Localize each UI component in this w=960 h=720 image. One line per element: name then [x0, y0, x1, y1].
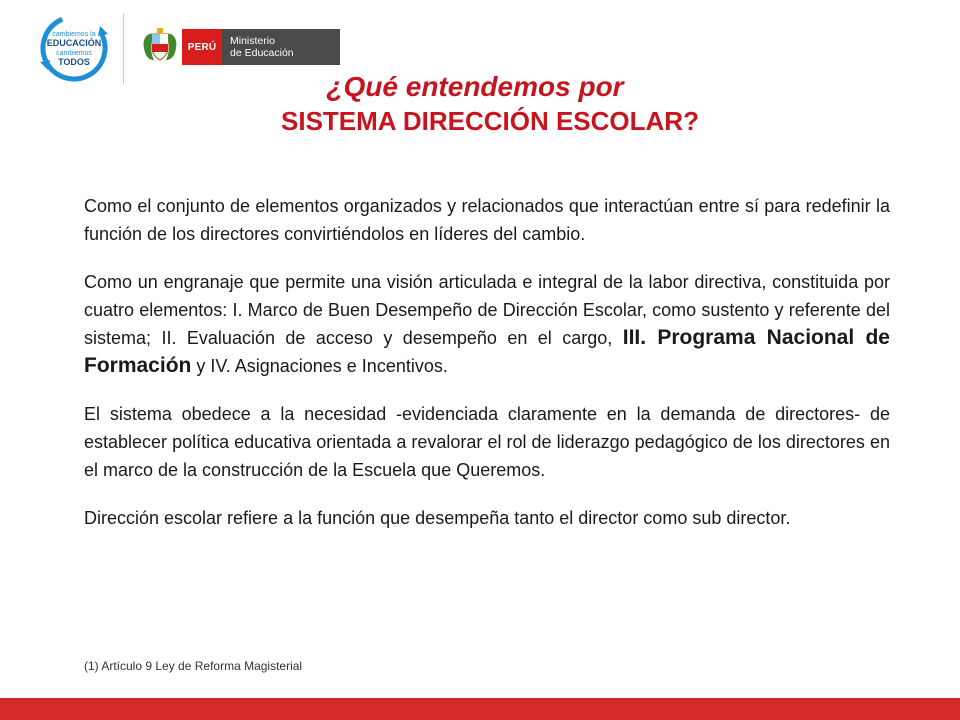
footnote: (1) Artículo 9 Ley de Reforma Magisterial — [84, 659, 303, 673]
title-line1: ¿Qué entendemos por — [326, 71, 624, 102]
ministry-logo — [182, 29, 340, 65]
campaign-logo-line3: cambiemos — [56, 50, 92, 57]
paragraph-direction: Dirección escolar refiere a la función que desempeña tanto el director como sub director. — [84, 508, 791, 528]
campaign-logo-line4: TODOS — [58, 57, 90, 67]
ministry-line1: Ministerio — [230, 35, 275, 47]
bottom-band — [0, 698, 960, 720]
paragraph-elements-end: y IV. Asignaciones e Incentivos. — [191, 356, 448, 376]
peru-coat-of-arms-icon — [140, 28, 180, 66]
paragraph-definition: Como el conjunto de elementos organizados y relacionados que interactúan entre sí para redefinir la función de los directores convirtiéndolos en líderes del cambio. — [84, 196, 890, 244]
campaign-logo-line1: cambiemos la — [52, 31, 96, 38]
page-title — [0, 70, 960, 138]
country-label: PERÚ — [182, 29, 222, 65]
paragraph-need: El sistema obedece a la necesidad -evidenciada claramente en la demanda de directores- de establecer política educativa orientada a revalorar el rol de liderazgo pedagógico de los directores en el marco de la construcción de la Escuela que Queremos. — [84, 404, 890, 480]
paragraph-elements-emphasis: III. Programa Nacional de Formación — [84, 326, 890, 377]
ministry-line2: de Educación — [230, 47, 294, 59]
title-line2: SISTEMA DIRECCIÓN ESCOLAR? — [281, 106, 699, 136]
paragraph-elements-start: Como un engranaje que permite una visión articulada e integral de la labor directiva, constituida por cuatro elementos: I. Marco de Buen Desempeño de Dirección Escolar, como sustento y referente del sistema; II. Evaluación de acceso y desempeño en el cargo, — [84, 272, 890, 348]
body-text — [84, 192, 890, 552]
ministry-label — [222, 29, 340, 65]
paragraph-elements — [84, 268, 890, 380]
campaign-logo-line2: EDUCACIÓN — [46, 38, 102, 48]
